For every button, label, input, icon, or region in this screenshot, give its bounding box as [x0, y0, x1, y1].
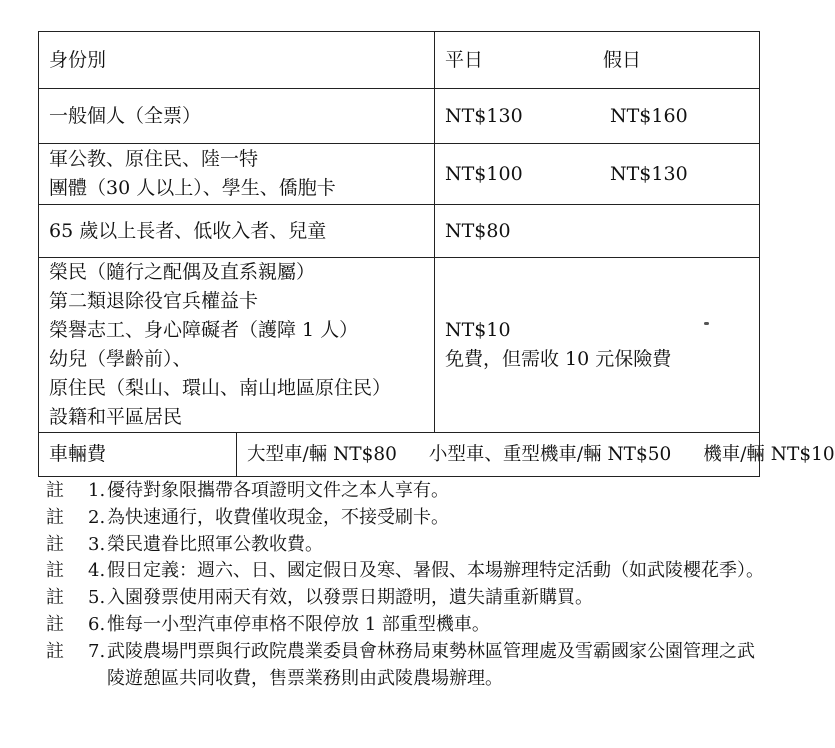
- identity-header: 身份別: [39, 32, 435, 89]
- identity-cell: [39, 89, 435, 144]
- note-number: 6.: [88, 613, 106, 635]
- note-number: 5.: [88, 587, 106, 609]
- note-item: [46, 558, 766, 585]
- identity-cell: [39, 205, 435, 258]
- note-label: 註: [46, 560, 64, 582]
- price-header: [435, 32, 760, 89]
- identity-cell: [39, 258, 435, 433]
- notes-list: [46, 478, 766, 692]
- admission-fee-table: [38, 31, 835, 477]
- weekday-price: NT$100: [445, 162, 523, 185]
- note-item: [46, 532, 766, 559]
- vehicle-fee-label: 車輛費: [39, 433, 237, 477]
- note-item: [46, 478, 766, 505]
- identity-line: 一般個人（全票）: [49, 104, 202, 127]
- holiday-header: 假日: [603, 48, 642, 71]
- scan-speck: [704, 322, 709, 325]
- note-text: 為快速通行，收費僅收現金，不接受刷卡。: [107, 506, 449, 528]
- identity-line: 第二類退除役官兵權益卡: [49, 290, 259, 312]
- table-row: [39, 144, 760, 205]
- note-number: 4.: [88, 560, 106, 582]
- note-text: 假日定義：週六、日、國定假日及寒、暑假、本場辦理特定活動（如武陵櫻花季）。: [107, 560, 764, 582]
- price-cell: [435, 144, 760, 205]
- identity-line: 團體（30 人以上）、學生、僑胞卡: [49, 177, 336, 199]
- price-cell: [435, 89, 760, 144]
- identity-line: 設籍和平區居民: [49, 406, 183, 428]
- note-text: 優待對象限攜帶各項證明文件之本人享有。: [107, 480, 449, 501]
- price-cell: [435, 258, 760, 433]
- table-row: [39, 89, 760, 144]
- large-vehicle-fee: 大型車/輛 NT$80: [247, 444, 397, 465]
- identity-line: 幼兒（學齡前）、: [49, 348, 192, 370]
- identity-cell: [39, 144, 435, 205]
- table-row: [39, 205, 760, 258]
- note-item: [46, 585, 766, 612]
- note-item: [46, 639, 766, 693]
- note-number: 3.: [88, 533, 106, 555]
- note-text: 榮民遺眷比照軍公教收費。: [107, 533, 323, 555]
- holiday-price: NT$160: [610, 104, 688, 127]
- note-number: 7.: [88, 640, 106, 662]
- weekday-price: NT$130: [445, 104, 523, 127]
- note-item: [46, 612, 766, 639]
- note-label: 註: [46, 533, 64, 555]
- small-vehicle-fee: 小型車、重型機車/輛 NT$50: [428, 444, 672, 465]
- weekday-header: 平日: [445, 48, 484, 71]
- identity-line: 軍公教、原住民、陸一特: [49, 148, 259, 170]
- note-label: 註: [46, 506, 64, 528]
- note-number: 1.: [88, 480, 106, 501]
- vehicle-fee-row: [39, 433, 760, 477]
- note-number: 2.: [88, 506, 106, 528]
- discount-price: NT$10: [445, 319, 511, 341]
- motorcycle-fee: 機車/輛 NT$10: [703, 444, 835, 465]
- note-label: 註: [46, 587, 64, 609]
- table-header-row: [39, 32, 760, 89]
- identity-line: 原住民（梨山、環山、南山地區原住民）: [49, 377, 392, 399]
- vehicle-fee-cell: [237, 433, 835, 477]
- note-label: 註: [46, 480, 64, 501]
- identity-line: 榮民（隨行之配偶及直系親屬）: [49, 261, 316, 283]
- weekday-price: NT$80: [445, 219, 511, 242]
- note-text: 武陵農場門票與行政院農業委員會林務局東勢林區管理處及雪霸國家公園管理之武陵遊憩區共同收費，售票業務則由武陵農場辦理。: [107, 640, 755, 689]
- identity-line: 榮譽志工、身心障礙者（護障 1 人）: [49, 319, 359, 341]
- note-text: 入園發票使用兩天有效，以發票日期證明，遺失請重新購買。: [107, 587, 593, 609]
- identity-line: 65 歲以上長者、低收入者、兒童: [49, 219, 327, 242]
- free-note: 免費，但需收 10 元保險費: [445, 348, 672, 370]
- note-label: 註: [46, 613, 64, 635]
- note-item: [46, 505, 766, 532]
- note-text: 惟每一小型汽車停車格不限停放 1 部重型機車。: [107, 613, 490, 635]
- holiday-price: NT$130: [610, 162, 688, 185]
- price-cell: [435, 205, 760, 258]
- table-row: [39, 258, 760, 433]
- note-label: 註: [46, 640, 64, 662]
